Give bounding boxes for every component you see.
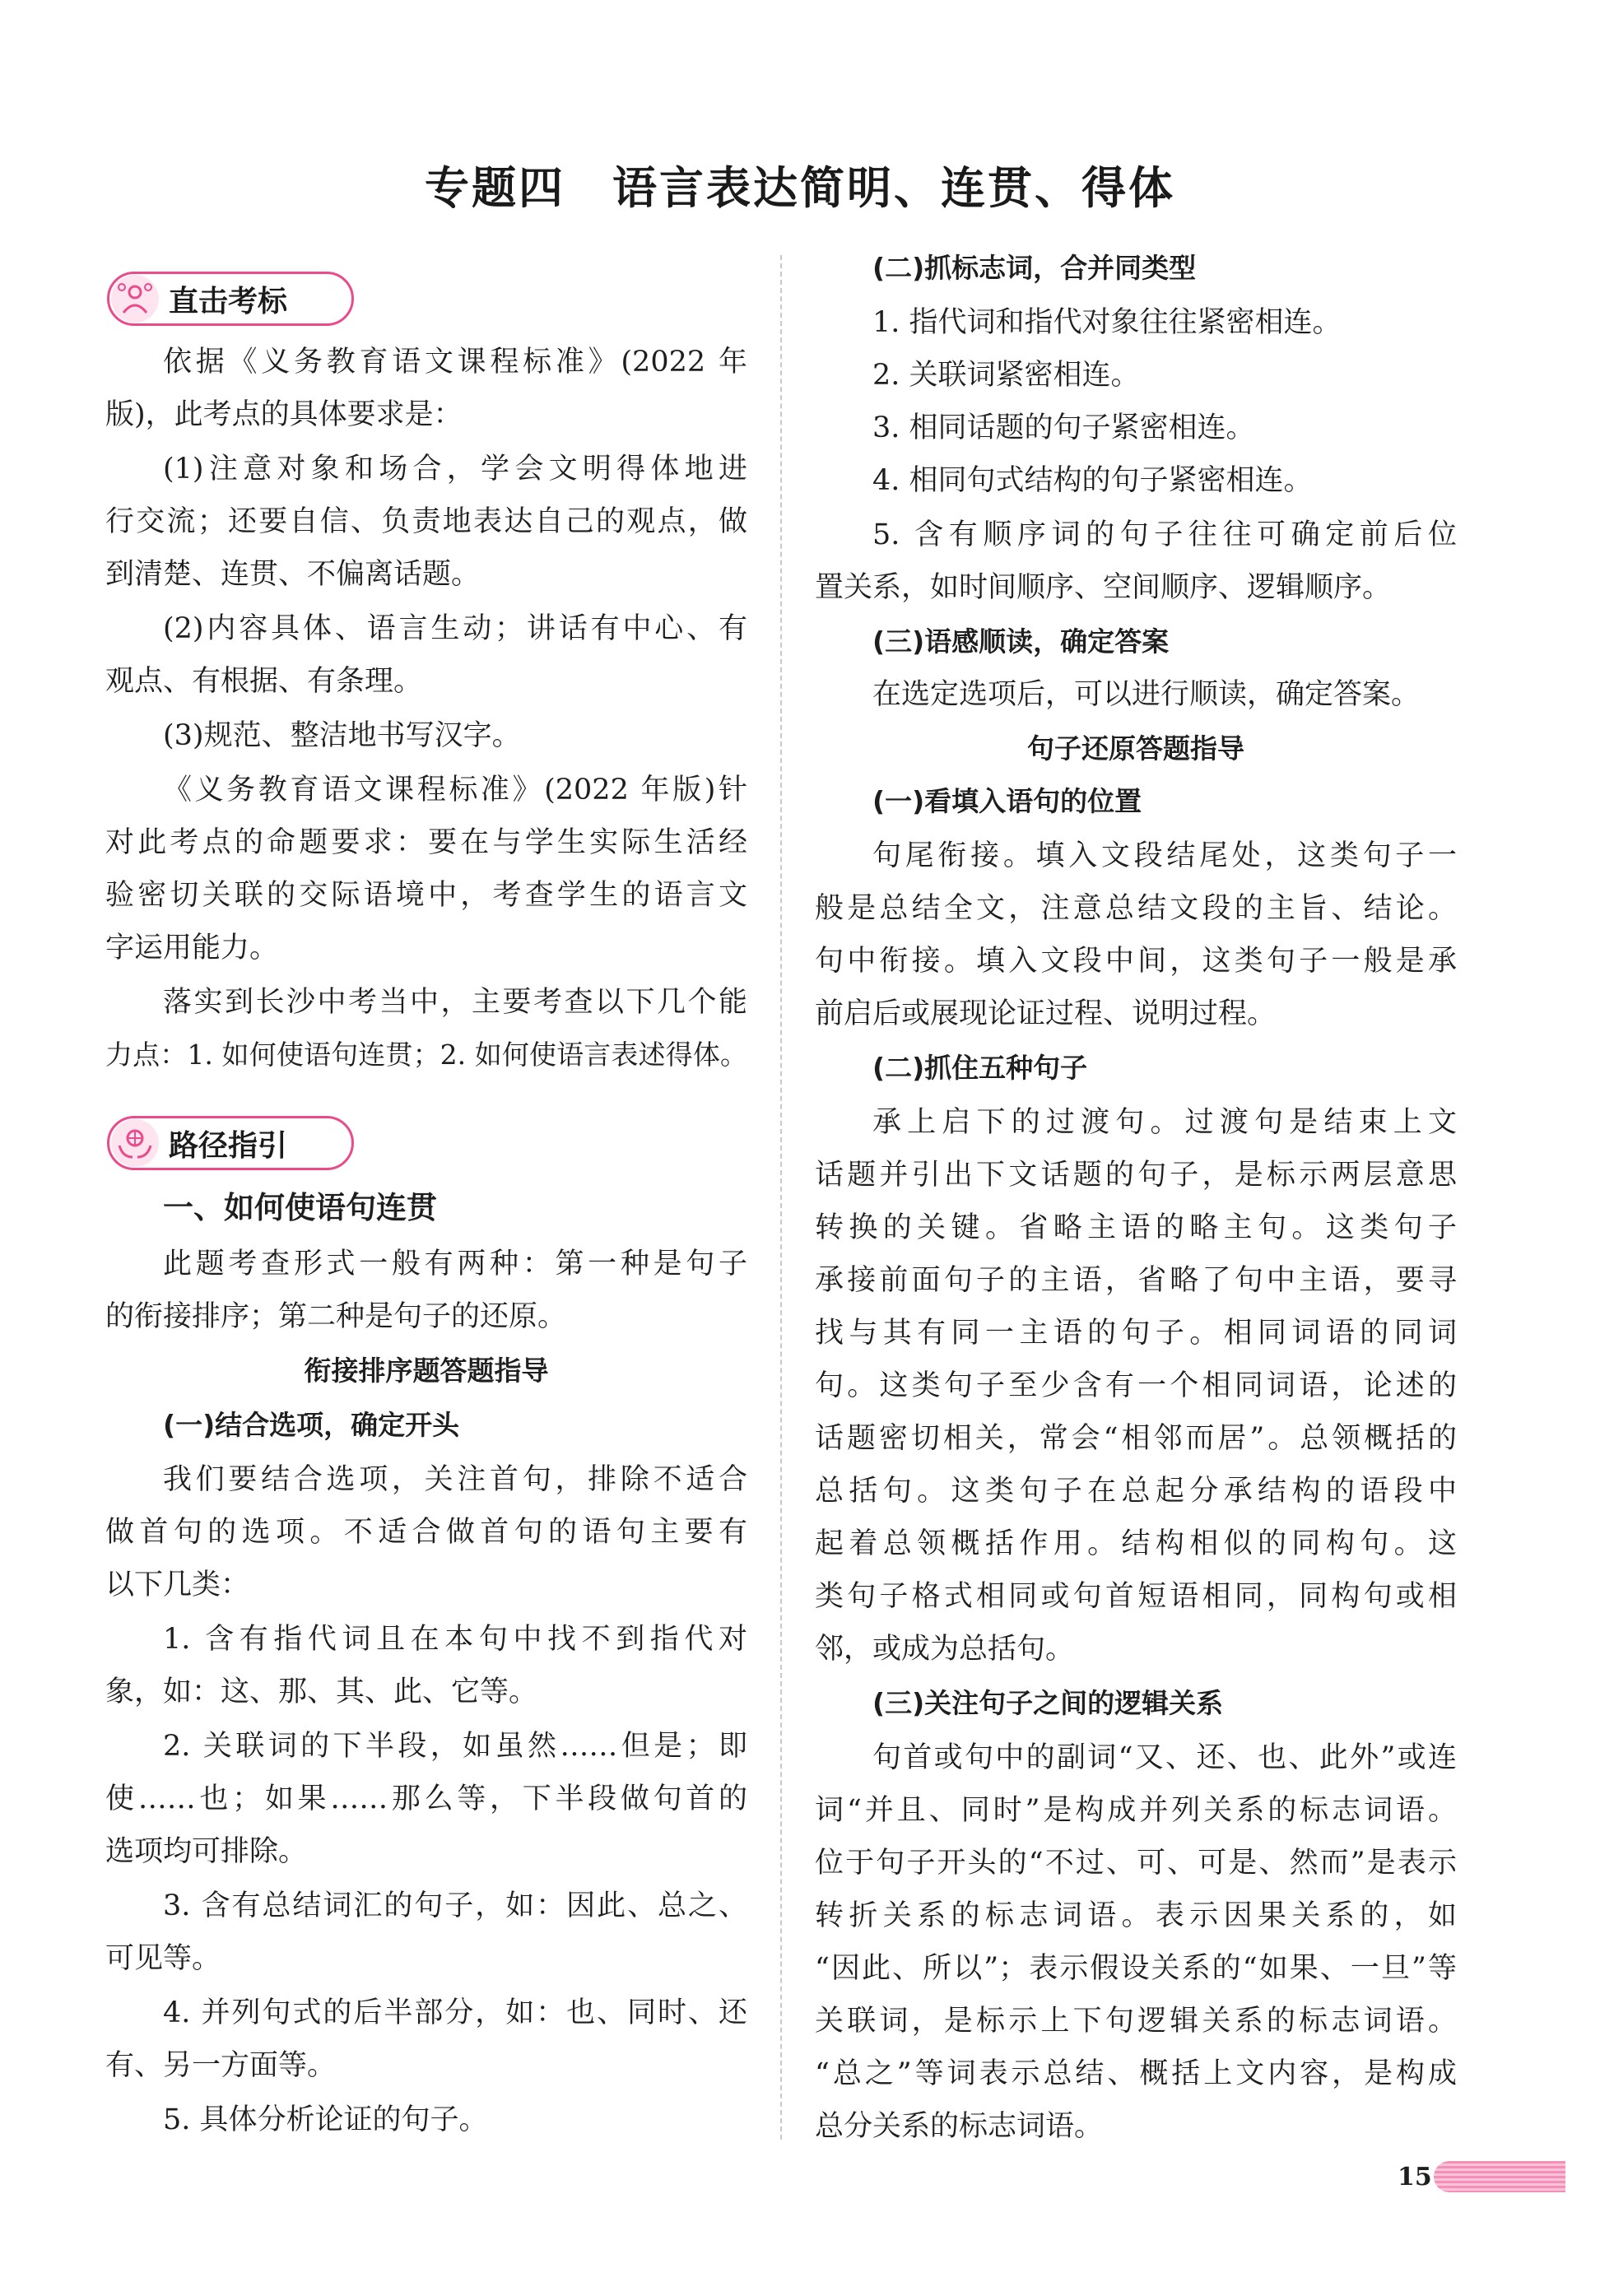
text-line: 总分关系的标志词语。: [815, 2110, 1104, 2143]
text-line: 关联词，是标示上下句逻辑关系的标志词语。: [815, 2005, 1457, 2038]
text-line: 落实到长沙中考当中，主要考查以下几个能: [163, 986, 747, 1019]
text-line: 2. 关联词紧密相连。: [872, 359, 1140, 392]
text-line: 选项均可排除。: [105, 1835, 308, 1868]
text-line: 有、另一方面等。: [105, 2049, 337, 2082]
page-number: 15: [1398, 2163, 1432, 2191]
page-number-bar: [1434, 2161, 1565, 2192]
text-line: 字运用能力。: [105, 932, 279, 964]
text-line: 句。这类句子至少含有一个相同词语，论述的: [815, 1369, 1457, 1402]
section-heading: 一、如何使语句连贯: [163, 1190, 437, 1225]
text-line: 起着总领概括作用。结构相似的同构句。这: [815, 1527, 1457, 1560]
text-line: 在选定选项后，可以进行顺读，确定答案。: [872, 678, 1421, 711]
text-line: (3)规范、整洁地书写汉字。: [163, 719, 521, 752]
text-line: 句尾衔接。填入文段结尾处，这类句子一: [872, 839, 1457, 872]
text-line: 1. 含有指代词且在本句中找不到指代对: [163, 1623, 747, 1656]
text-line: 版)，此考点的具体要求是：: [105, 398, 463, 431]
text-line: 承接前面句子的主语，省略了句中主语，要寻: [815, 1264, 1457, 1297]
text-line: 置关系，如时间顺序、空间顺序、逻辑顺序。: [815, 571, 1392, 604]
text-line: 我们要结合选项，关注首句，排除不适合: [163, 1463, 747, 1496]
text-line: 话题密切相关，常会“相邻而居”。总领概括的: [815, 1422, 1457, 1455]
text-line: 前启后或展现论证过程、说明过程。: [815, 997, 1277, 1030]
section-badge-lujing: [107, 1116, 354, 1170]
text-line: 句首或句中的副词“又、还、也、此外”或连: [872, 1741, 1457, 1774]
text-line: (2)内容具体、语言生动；讲话有中心、有: [163, 612, 747, 645]
text-line: 总括句。这类句子在总起分承结构的语段中: [815, 1475, 1457, 1508]
text-line: 1. 指代词和指代对象往往紧密相连。: [872, 306, 1342, 339]
text-line: 《义务教育语文课程标准》(2022 年版)针: [163, 774, 747, 806]
text-line: 的衔接排序；第二种是句子的还原。: [105, 1300, 567, 1333]
text-line: 般是总结全文，注意总结文段的主旨、结论。: [815, 892, 1457, 925]
text-line: 使……也；如果……那么等，下半段做句首的: [105, 1782, 747, 1815]
text-line: 对此考点的命题要求：要在与学生实际生活经: [105, 826, 747, 859]
text-line: 位于句子开头的“不过、可、可是、然而”是表示: [815, 1847, 1457, 1880]
text-line: 4. 相同句式结构的句子紧密相连。: [872, 464, 1313, 497]
text-line: 5. 含有顺序词的句子往往可确定前后位: [872, 518, 1457, 551]
subheading: (三)语感顺读，确定答案: [872, 625, 1170, 658]
text-line: 邻，或成为总括句。: [815, 1633, 1075, 1666]
text-line: 可见等。: [105, 1942, 221, 1975]
text-line: 转折关系的标志词语。表示因果关系的，如: [815, 1899, 1457, 1932]
subheading: (一)看填入语句的位置: [872, 785, 1142, 817]
text-line: 3. 含有总结词汇的句子，如：因此、总之、: [163, 1889, 747, 1922]
text-line: 行交流；还要自信、负责地表达自己的观点，做: [105, 505, 747, 538]
text-line: “因此、所以”；表示假设关系的“如果、一旦”等: [815, 1952, 1457, 1985]
text-line: 2. 关联词的下半段，如虽然……但是；即: [163, 1730, 747, 1763]
text-line: 词“并且、同时”是构成并列关系的标志词语。: [815, 1794, 1457, 1827]
text-line: 5. 具体分析论证的句子。: [163, 2103, 488, 2136]
text-line: 3. 相同话题的句子紧密相连。: [872, 411, 1255, 444]
text-line: 话题并引出下文话题的句子，是标示两层意思: [815, 1159, 1457, 1192]
text-line: 观点、有根据、有条理。: [105, 665, 423, 698]
text-line: 依据《义务教育语文课程标准》(2022 年: [163, 346, 747, 379]
hands-globe-icon: [111, 1119, 159, 1167]
text-line: 验密切关联的交际语境中，考查学生的语言文: [105, 879, 747, 912]
text-line: 句中衔接。填入文段中间，这类句子一般是承: [815, 945, 1457, 978]
text-line: 以下几类：: [105, 1569, 250, 1601]
section-badge-zhiji: [107, 272, 354, 326]
section-label: 路径指引: [169, 1128, 288, 1163]
section-label: 直击考标: [169, 284, 288, 318]
subheading: (二)抓住五种句子: [872, 1052, 1088, 1084]
subheading: (一)结合选项，确定开头: [163, 1409, 460, 1441]
text-line: 到清楚、连贯、不偏离话题。: [105, 558, 481, 591]
text-line: 找与其有同一主语的句子。相同词语的同词: [815, 1317, 1457, 1350]
text-line: 做首句的选项。不适合做首句的语句主要有: [105, 1516, 747, 1549]
text-line: 力点：1. 如何使语句连贯；2. 如何使语言表述得体。: [105, 1039, 747, 1071]
page-title: 专题四 语言表达简明、连贯、得体: [425, 161, 1175, 214]
subheading: (二)抓标志词，合并同类型: [872, 252, 1197, 284]
subtitle: 衔接排序题答题指导: [304, 1355, 549, 1387]
text-line: 类句子格式相同或句首短语相同，同构句或相: [815, 1580, 1457, 1613]
person-target-icon: [111, 275, 159, 323]
text-line: “总之”等词表示总结、概括上文内容，是构成: [815, 2057, 1457, 2090]
subheading: (三)关注句子之间的逻辑关系: [872, 1687, 1224, 1719]
text-line: 象，如：这、那、其、此、它等。: [105, 1676, 538, 1708]
text-line: 4. 并列句式的后半部分，如：也、同时、还: [163, 1996, 747, 2029]
text-line: (1)注意对象和场合，学会文明得体地进: [163, 453, 747, 486]
text-line: 此题考查形式一般有两种：第一种是句子: [163, 1248, 747, 1280]
text-line: 承上启下的过渡句。过渡句是结束上文: [872, 1106, 1457, 1139]
column-divider: [780, 255, 782, 2140]
subtitle: 句子还原答题指导: [1027, 732, 1244, 765]
text-line: 转换的关键。省略主语的略主句。这类句子: [815, 1211, 1457, 1244]
